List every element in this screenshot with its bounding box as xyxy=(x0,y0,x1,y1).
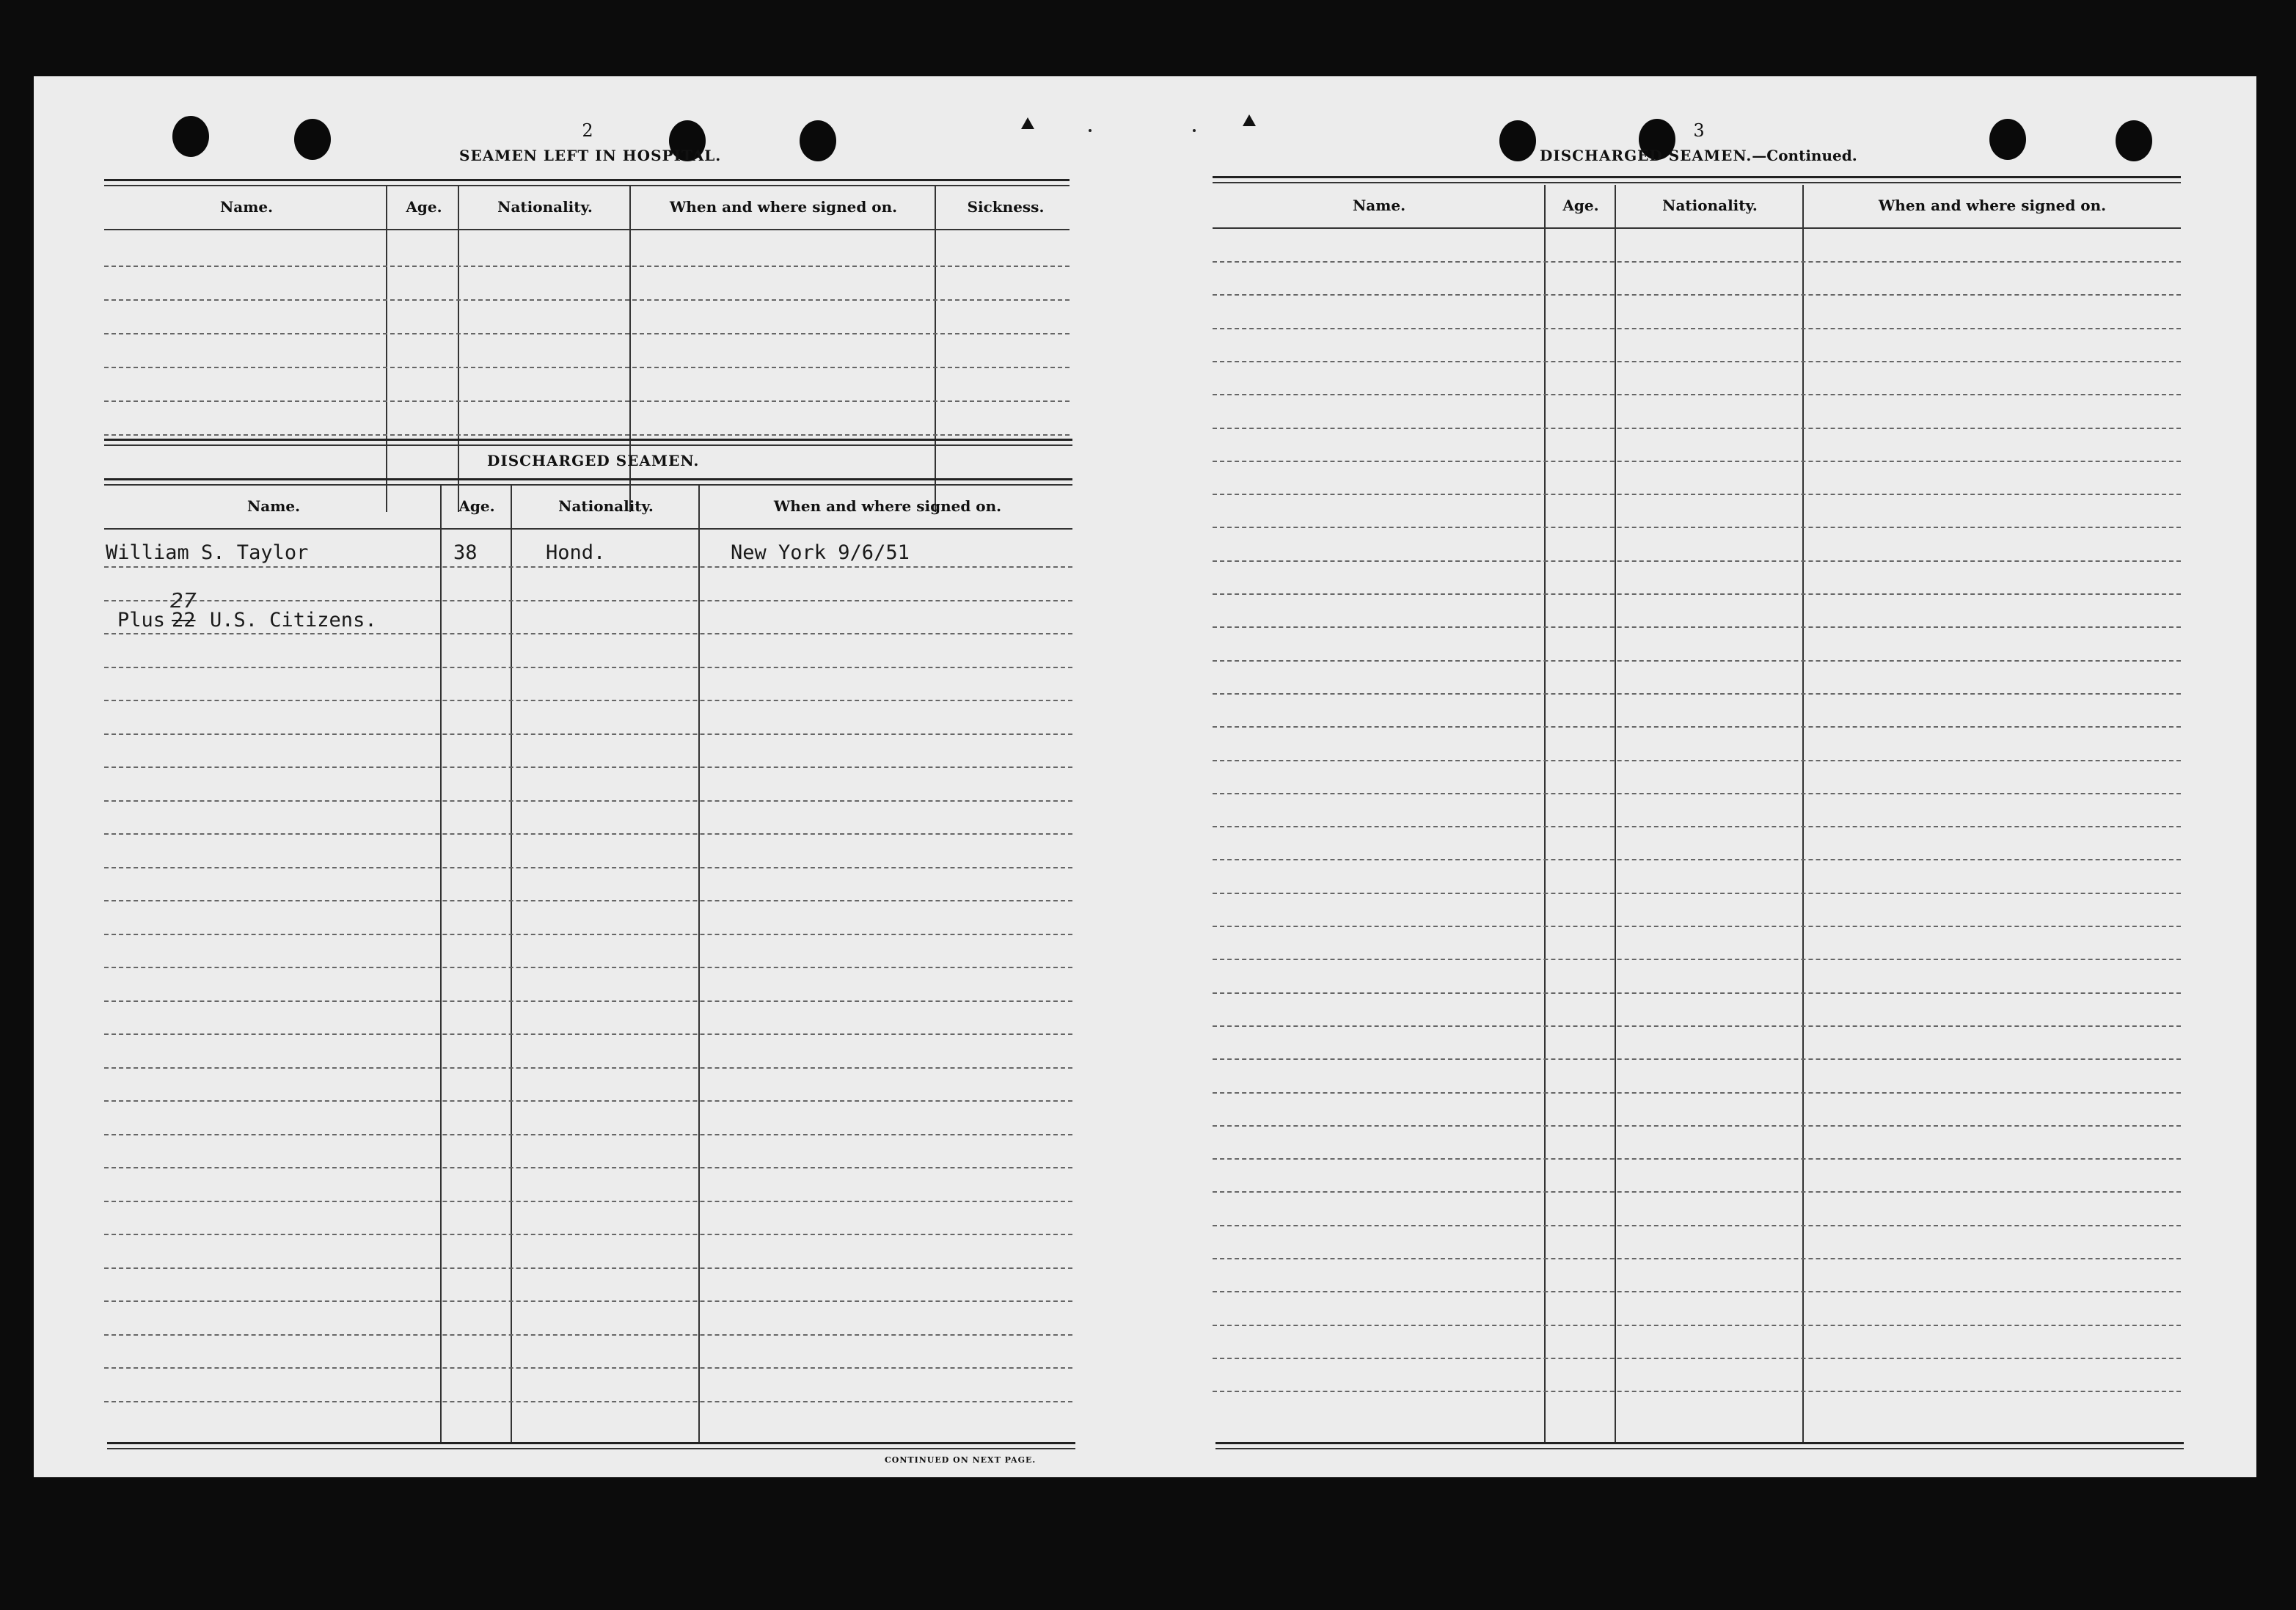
rule xyxy=(1215,1448,2184,1449)
row-line xyxy=(104,1267,1072,1269)
col-nationality: Nationality. xyxy=(497,198,593,216)
left-page xyxy=(34,76,1145,1477)
col-divider xyxy=(386,185,387,512)
row-line xyxy=(1213,1225,2181,1226)
row-line xyxy=(104,400,1070,402)
row-line xyxy=(104,1234,1072,1235)
row-line xyxy=(1213,461,2181,462)
row-line xyxy=(1213,527,2181,528)
header-rule xyxy=(104,528,1072,530)
row-line xyxy=(1213,428,2181,429)
row-line xyxy=(1213,992,2181,994)
row-line xyxy=(1213,1325,2181,1326)
row-line xyxy=(104,1367,1072,1369)
col-divider xyxy=(1802,185,1804,1442)
row-line xyxy=(104,266,1070,267)
entry-name: William S. Taylor xyxy=(106,541,309,564)
row-line xyxy=(104,1401,1072,1402)
row-line xyxy=(1213,826,2181,827)
col-divider xyxy=(511,484,512,1442)
row-line xyxy=(1213,1158,2181,1160)
row-line xyxy=(1213,760,2181,761)
entry-nationality: Hond. xyxy=(546,541,606,564)
header-rule xyxy=(104,229,1070,230)
row-line xyxy=(1213,1125,2181,1127)
row-line xyxy=(104,1067,1072,1069)
row-line xyxy=(1213,1391,2181,1392)
row-line xyxy=(104,333,1070,334)
row-line xyxy=(104,367,1070,368)
row-line xyxy=(1213,859,2181,860)
row-line xyxy=(104,1000,1072,1002)
row-line xyxy=(1213,893,2181,894)
page-number: 3 xyxy=(1693,120,1705,141)
row-line xyxy=(104,1134,1072,1135)
row-line xyxy=(104,1167,1072,1168)
rule xyxy=(107,1448,1075,1449)
row-line xyxy=(1213,693,2181,695)
entry-age: 38 xyxy=(453,541,478,564)
row-line xyxy=(1213,494,2181,495)
col-age: Age. xyxy=(1562,197,1599,214)
col-name: Name. xyxy=(246,497,301,515)
row-line xyxy=(104,867,1072,868)
row-line xyxy=(1213,1092,2181,1094)
row-line xyxy=(1213,926,2181,927)
col-when-where: When and where signed on. xyxy=(773,497,1002,515)
row-line xyxy=(104,600,1072,601)
col-nationality: Nationality. xyxy=(1662,197,1758,214)
document-paper xyxy=(34,76,2256,1477)
row-line xyxy=(104,833,1072,835)
row-line xyxy=(104,967,1072,968)
note-prefix: Plus xyxy=(117,609,166,632)
row-line xyxy=(104,1033,1072,1035)
col-age: Age. xyxy=(406,198,442,216)
row-line xyxy=(104,667,1072,668)
row-line xyxy=(1213,294,2181,296)
rule xyxy=(1215,1442,2184,1444)
row-line xyxy=(1213,1291,2181,1292)
rule xyxy=(104,179,1070,181)
row-line xyxy=(104,1201,1072,1202)
row-line xyxy=(1213,626,2181,628)
col-age: Age. xyxy=(458,497,495,515)
row-line xyxy=(104,800,1072,802)
row-line xyxy=(1213,726,2181,728)
row-line xyxy=(1213,1258,2181,1259)
col-divider xyxy=(698,484,700,1442)
col-name: Name. xyxy=(1352,197,1406,214)
row-line xyxy=(1213,1025,2181,1027)
rule xyxy=(1213,182,2181,183)
rule xyxy=(104,478,1072,480)
rule xyxy=(104,444,1072,446)
row-line xyxy=(1213,793,2181,794)
row-line xyxy=(104,1300,1072,1302)
col-divider xyxy=(1615,185,1616,1442)
handwritten-correction: 27 xyxy=(170,588,197,612)
col-divider xyxy=(935,185,936,512)
rule xyxy=(104,185,1070,186)
row-line xyxy=(104,299,1070,301)
row-line xyxy=(104,733,1072,735)
col-when-where: When and where signed on. xyxy=(1878,197,2107,214)
row-line xyxy=(1213,959,2181,960)
note-suffix: U.S. Citizens. xyxy=(210,609,377,632)
col-sickness: Sickness. xyxy=(967,198,1045,216)
row-line xyxy=(1213,361,2181,362)
row-line xyxy=(104,766,1072,768)
col-divider xyxy=(458,185,459,512)
col-nationality: Nationality. xyxy=(558,497,654,515)
row-line xyxy=(104,633,1072,634)
row-line xyxy=(1213,1191,2181,1193)
row-line xyxy=(1213,660,2181,662)
row-line xyxy=(1213,1058,2181,1060)
right-page xyxy=(1145,76,2256,1477)
col-when-where: When and where signed on. xyxy=(669,198,898,216)
continued-note: CONTINUED ON NEXT PAGE. xyxy=(885,1455,1037,1465)
header-rule xyxy=(1213,227,2181,229)
hospital-section-title: SEAMEN LEFT IN HOSPITAL. xyxy=(459,147,722,164)
row-line xyxy=(1213,1358,2181,1359)
rule xyxy=(104,484,1072,486)
col-name: Name. xyxy=(219,198,274,216)
row-line xyxy=(1213,593,2181,595)
row-line xyxy=(104,434,1070,436)
row-line xyxy=(104,566,1072,568)
row-line xyxy=(1213,394,2181,395)
rule xyxy=(1213,176,2181,178)
row-line xyxy=(1213,328,2181,329)
row-line xyxy=(104,1334,1072,1336)
note-struck-number: 22 xyxy=(172,609,196,632)
row-line xyxy=(104,700,1072,701)
col-divider xyxy=(440,484,442,1442)
title-suffix: —Continued. xyxy=(1752,147,1857,164)
row-line xyxy=(104,900,1072,901)
entry-signed-on: New York 9/6/51 xyxy=(731,541,910,564)
discharged-section-title: DISCHARGED SEAMEN. xyxy=(487,452,700,469)
rule xyxy=(107,1442,1075,1444)
title-main: DISCHARGED SEAMEN. xyxy=(1540,147,1752,164)
page-number: 2 xyxy=(582,120,593,141)
rule xyxy=(104,439,1072,441)
row-line xyxy=(1213,261,2181,263)
discharged-continued-title xyxy=(1540,147,1857,164)
row-line xyxy=(1213,560,2181,562)
row-line xyxy=(104,1100,1072,1102)
col-divider xyxy=(1544,185,1546,1442)
row-line xyxy=(104,934,1072,935)
